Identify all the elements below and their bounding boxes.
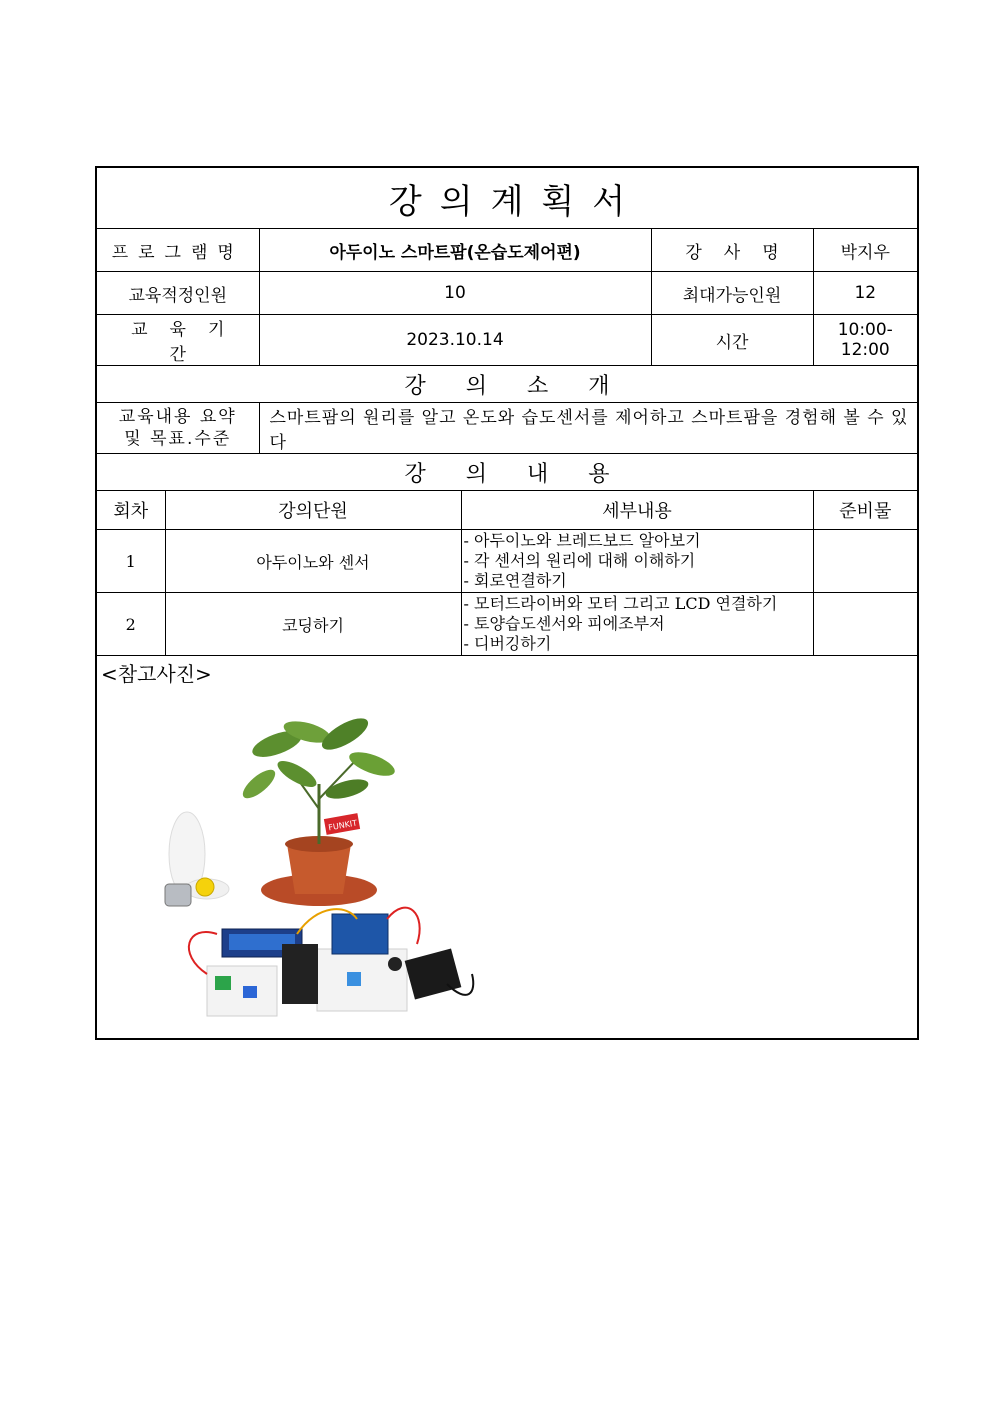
content-header-row: [96, 491, 918, 530]
page-title: 강의계획서: [96, 167, 918, 229]
summary-row: [96, 403, 918, 454]
period-label: 교육기간: [96, 315, 259, 366]
detail-item: - 토양습도센서와 피에조부저: [463, 614, 665, 633]
detail-item: - 회로연결하기: [463, 571, 567, 590]
info-row-program: [96, 229, 918, 272]
program-label: 프로그램명: [96, 229, 259, 272]
title-row: [96, 167, 918, 229]
detail-item: - 각 센서의 원리에 대해 이해하기: [463, 551, 696, 570]
circuit-illustration: [189, 908, 473, 1016]
summary-label-line2: 및 목표.수준: [124, 429, 232, 449]
summary-label-line1: 교육내용 요약: [118, 407, 237, 427]
max-capacity-label: 최대가능인원: [651, 272, 813, 315]
lecture-plan-sheet: [95, 166, 917, 1040]
capacity-label: 교육적정인원: [96, 272, 259, 315]
fan-illustration: [165, 812, 229, 906]
info-row-capacity: [96, 272, 918, 315]
table-row: [96, 530, 918, 593]
period-value: 2023.10.14: [259, 315, 651, 366]
summary-label: [96, 403, 259, 454]
unit-name: 코딩하기: [165, 593, 461, 656]
photo-cell: [96, 656, 918, 1040]
photo-row: [96, 656, 918, 1040]
table-row: [96, 593, 918, 656]
unit-name: 아두이노와 센서: [165, 530, 461, 593]
plant-pot-illustration: [239, 712, 398, 906]
detail-list: [461, 530, 813, 593]
info-row-period: [96, 315, 918, 366]
column-header-session: 회차: [96, 491, 165, 530]
column-header-unit: 강의단원: [165, 491, 461, 530]
column-header-details: 세부내용: [461, 491, 813, 530]
materials: [813, 530, 918, 593]
session-number: 1: [96, 530, 165, 593]
detail-item: - 디버깅하기: [463, 634, 552, 653]
instructor-label: 강사명: [651, 229, 813, 272]
intro-heading-row: [96, 366, 918, 403]
program-value: 아두이노 스마트팜(온습도제어편): [259, 229, 651, 272]
smart-farm-photo: [147, 704, 487, 1034]
capacity-value: 10: [259, 272, 651, 315]
time-label: 시간: [651, 315, 813, 366]
detail-item: - 아두이노와 브레드보드 알아보기: [463, 531, 701, 550]
materials: [813, 593, 918, 656]
detail-list: [461, 593, 813, 656]
intro-heading: 강의소개: [96, 366, 918, 403]
session-number: 2: [96, 593, 165, 656]
content-heading: 강의내용: [96, 454, 918, 491]
content-heading-row: [96, 454, 918, 491]
plant-sign-text: FUNKIT: [327, 818, 358, 833]
column-header-materials: 준비물: [813, 491, 918, 530]
time-value: 10:00-12:00: [813, 315, 918, 366]
max-capacity-value: 12: [813, 272, 918, 315]
reference-photo-label: <참고사진>: [101, 662, 212, 686]
instructor-value: 박지우: [813, 229, 918, 272]
summary-text: 스마트팜의 원리를 알고 온도와 습도센서를 제어하고 스마트팜을 경험해 볼 수 있다: [259, 403, 918, 454]
lecture-plan-table: [95, 166, 919, 1040]
detail-item: - 모터드라이버와 모터 그리고 LCD 연결하기: [463, 594, 778, 613]
